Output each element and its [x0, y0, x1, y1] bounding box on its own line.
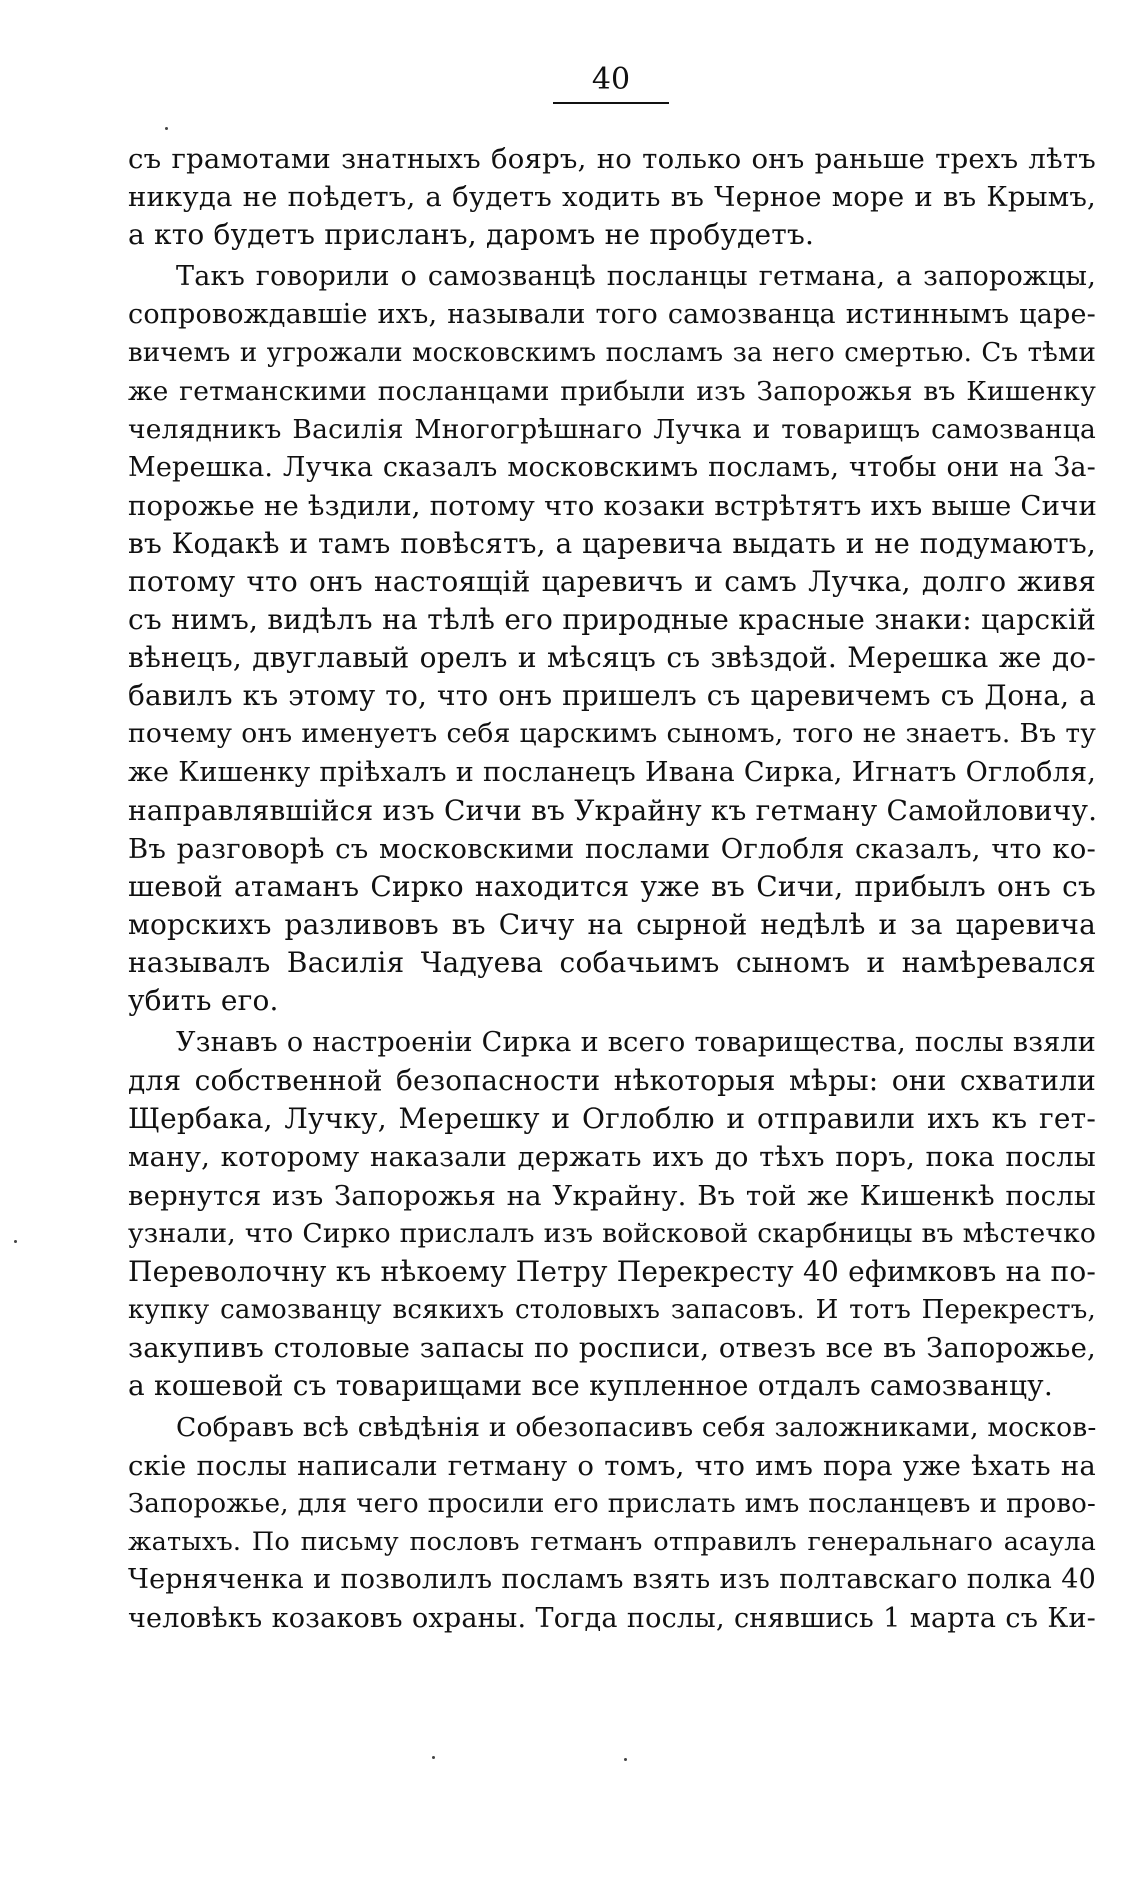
text-line: Въ разговорѣ съ московскими послами Оглобля сказалъ, что ко- — [128, 832, 1096, 865]
text-line: ману, которому наказали держать ихъ до тѣхъ поръ, пока послы — [128, 1141, 1096, 1174]
text-line: направлявшійся изъ Сичи въ Украйну къ гетману Самойловичу. — [128, 793, 1098, 827]
text-line: шевой атаманъ Сирко находится уже въ Сичи, прибылъ онъ съ — [128, 869, 1096, 903]
text-line: человѣкъ козаковъ охраны. Тогда послы, снявшись 1 марта съ Ки- — [128, 1602, 1096, 1634]
text-line: Мерешка. Лучка сказалъ московскимъ посламъ, чтобы они на За- — [128, 451, 1096, 483]
body-text — [128, 140, 1096, 1638]
text-line: для собственной безопасности нѣкоторыя мѣры: они схватили — [128, 1064, 1096, 1098]
text-line: а кто будетъ присланъ, даромъ не пробудетъ. — [128, 218, 815, 252]
text-line: а кошевой съ товарищами все купленное отдалъ самозванцу. — [128, 1369, 1053, 1402]
text-line: морскихъ разливовъ въ Сичу на сырной недѣлѣ и за царевича — [128, 907, 1096, 941]
text-line: челядникъ Василія Многогрѣшнаго Лучка и товарищъ самозванца — [128, 413, 1096, 445]
text-line: Черняченка и позволилъ посламъ взять изъ полтавскаго полка 40 — [128, 1564, 1096, 1596]
print-speck — [624, 1758, 627, 1761]
text-line: скіе послы написали гетману о томъ, что имъ пора уже ѣхать на — [128, 1450, 1096, 1483]
text-line: сопровождавшіе ихъ, называли того самозванца истиннымъ царе- — [128, 299, 1096, 331]
print-speck — [14, 1240, 17, 1243]
text-line: Щербака, Лучку, Мерешку и Оглоблю и отправили ихъ къ гет- — [128, 1102, 1096, 1136]
text-line: почему онъ именуетъ себя царскимъ сыномъ, того не знаетъ. Въ ту — [128, 718, 1096, 750]
text-line: съ грамотами знатныхъ бояръ, но только онъ раньше трехъ лѣтъ — [128, 143, 1096, 175]
text-line: узнали, что Сирко прислалъ изъ войсковой скарбницы въ мѣстечко — [128, 1217, 1096, 1249]
text-line: купку самозванцу всякихъ столовыхъ запасовъ. И тотъ Перекрестъ, — [128, 1294, 1096, 1325]
text-line: убить его. — [128, 984, 279, 1018]
text-line: называлъ Василія Чадуева собачьимъ сыномъ и намѣревался — [128, 945, 1096, 979]
text-line: жатыхъ. По письму пословъ гетманъ отправилъ генеральнаго асаула — [128, 1527, 1096, 1558]
text-line: порожье не ѣздили, потому что козаки встрѣтятъ ихъ выше Сичи — [128, 489, 1098, 522]
text-line: въ Кодакѣ и тамъ повѣсятъ, а царевича выдать и не подумаютъ, — [128, 526, 1096, 560]
text-line: вѣнецъ, двуглавый орелъ и мѣсяцъ съ звѣздой. Мерешка же до- — [128, 641, 1096, 675]
text-line: Такъ говорили о самозванцѣ посланцы гетмана, а запорожцы, — [176, 261, 1096, 293]
text-line: вичемъ и угрожали московскимъ посламъ за него смертью. Съ тѣми — [128, 338, 1096, 369]
text-line: Узнавъ о настроеніи Сирка и всего товарищества, послы взяли — [176, 1027, 1096, 1059]
text-line: никуда не поѣдетъ, а будетъ ходить въ Черное море и въ Крымъ, — [128, 181, 1096, 214]
text-line: вернутся изъ Запорожья на Украйну. Въ той же Кишенкѣ послы — [128, 1179, 1096, 1212]
print-speck — [165, 127, 168, 130]
text-line: съ нимъ, видѣлъ на тѣлѣ его природные красные знаки: царскій — [128, 603, 1096, 637]
print-speck — [432, 1756, 435, 1759]
text-line: же гетманскими посланцами прибыли изъ Запорожья въ Кишенку — [128, 375, 1096, 407]
text-line: Запорожье, для чего просили его прислать имъ посланцевъ и прово- — [128, 1489, 1096, 1520]
page-number: 40 — [553, 62, 669, 104]
text-line: же Кишенку пріѣхалъ и посланецъ Ивана Сирка, Игнатъ Оглобля, — [128, 756, 1096, 788]
text-line: потому что онъ настоящій царевичъ и самъ Лучка, долго живя — [128, 565, 1096, 599]
text-line: закупивъ столовые запасы по росписи, отвезъ все въ Запорожье, — [128, 1331, 1096, 1364]
text-line: Собравъ всѣ свѣдѣнія и обезопасивъ себя заложниками, москов- — [176, 1412, 1097, 1444]
text-line: бавилъ къ этому то, что онъ пришелъ съ царевичемъ съ Дона, а — [128, 679, 1096, 713]
text-line: Переволочну къ нѣкоему Петру Перекресту 40 ефимковъ на по- — [128, 1254, 1097, 1288]
